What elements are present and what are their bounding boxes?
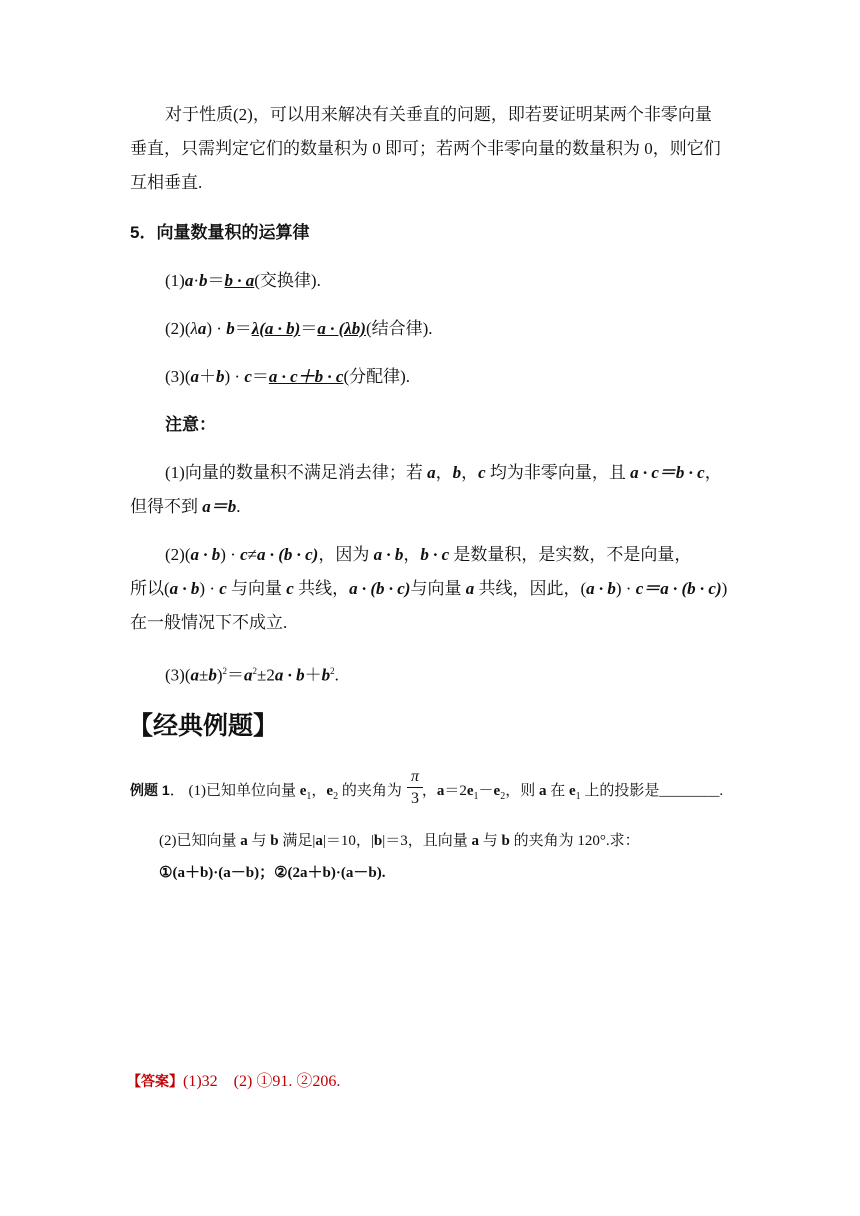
law2-answer2: a · (λb): [317, 319, 366, 338]
law2-answer1: λ(a · b): [251, 319, 301, 338]
law1-eq: ＝: [207, 271, 225, 290]
answer: [127, 1068, 340, 1091]
example1-line3: ①(a＋b)·(a－b)；②(2a＋b)·(a－b).: [159, 865, 386, 881]
para1-line1: 对于性质(2)，可以用来解决有关垂直的问题，即若要证明某两个非零向量: [165, 105, 712, 124]
law1-b: b: [199, 271, 208, 290]
classic-examples-title: 【经典例题】: [128, 712, 279, 740]
section-5-heading: 5．向量数量积的运算律: [130, 223, 310, 242]
example1-label: 例题 1: [130, 782, 170, 798]
law-distributive: (3)(a＋b) · c＝a · c＋b · c(分配律).: [165, 367, 411, 386]
law-associative: (2)(λa) · b＝λ(a · b)＝a · (λb)(结合律).: [165, 319, 433, 338]
example1-line1: 例题 1． (1)已知单位向量 $e_1$，$e_2$ 的夹角为 ，$a=2e_1-e_2$，则 a 在 $e_1$ 上的投影是________.: [130, 782, 724, 802]
law3-answer: a · c＋b · c: [268, 367, 344, 386]
law1-number: (1): [165, 271, 185, 290]
law-commutative: [165, 270, 321, 292]
note1-line1: (1)向量的数量积不满足消去律；若 a，b，c 均为非零向量，且 a · c＝b · c，: [165, 463, 722, 482]
para1-line3: 互相垂直.: [130, 173, 203, 192]
answer-tag: 【答案】: [127, 1073, 183, 1089]
pi-over-3-fraction: [407, 768, 423, 808]
law1-suffix: (交换律).: [254, 271, 321, 290]
example1-line2: (2)已知向量 a 与 b 满足|a|＝10，|b|＝3，且向量 a 与 b 的夹角为 120°.求：: [159, 833, 640, 849]
fraction-numerator: π: [410, 768, 419, 785]
fraction-denominator: 3: [411, 790, 419, 807]
note2-line1: (2)(a · b) · c≠a · (b · c)，因为 a · b，b · c 是数量积，是实数，不是向量，: [165, 545, 692, 564]
para1-line2: 垂直，只需判定它们的数量积为 0 即可；若两个非零向量的数量积为 0，则它们: [130, 139, 721, 158]
note2-line2: 所以(a · b) · c 与向量 c 共线，a · (b · c)与向量 a 共线，因此，(a · b) · c＝a · (b · c)): [130, 579, 728, 598]
law1-answer: b · a: [224, 271, 255, 290]
square-formula: $(3)(a\pm b)^2=a^2\pm 2a \cdot b+b^2$.: [165, 665, 339, 685]
answer-text: (1)32 (2) ①91. ②206.: [183, 1073, 341, 1090]
note2-line3: 在一般情况下不成立.: [130, 613, 288, 632]
law1-dot: ·: [193, 271, 199, 290]
law1-a: a: [184, 271, 194, 290]
note-label: 注意：: [165, 415, 216, 434]
note1-line2: 但得不到 a＝b.: [130, 497, 241, 516]
